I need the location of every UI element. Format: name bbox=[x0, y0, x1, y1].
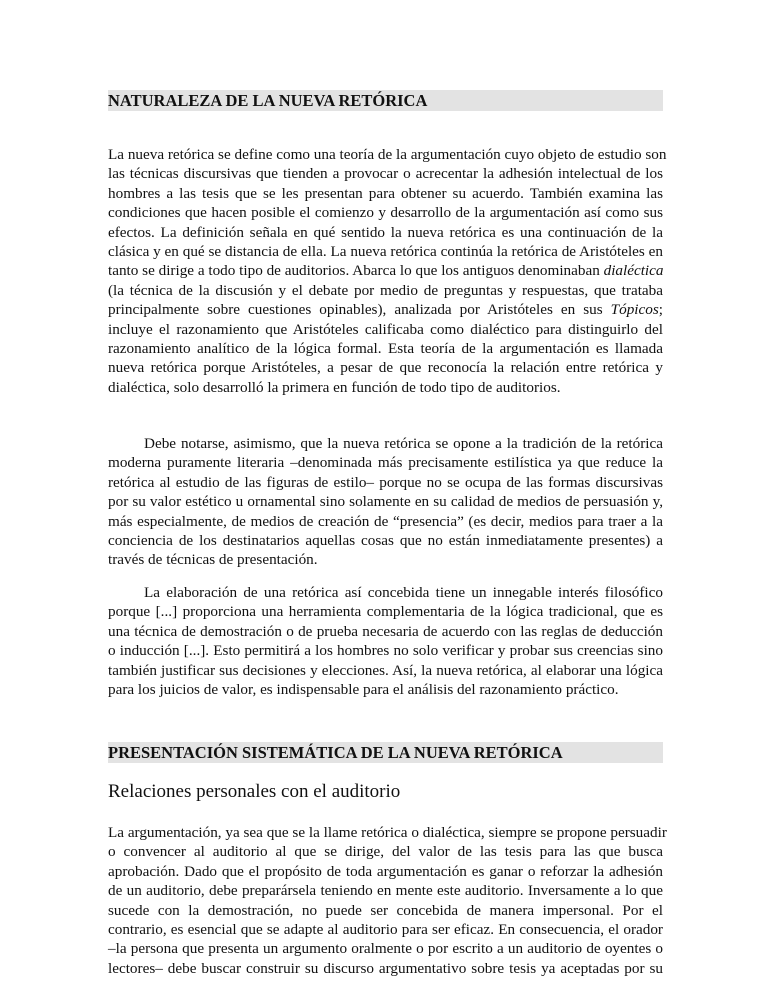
text-line bbox=[108, 223, 663, 242]
text-line bbox=[108, 203, 663, 222]
text-segment: clásica y en qué se distancia de ella. La nueva retórica continúa la retórica de Aristóteles en bbox=[108, 242, 663, 260]
text-segment: Debe notarse, asimismo, que la nueva retórica se opone a la tradición de la retórica bbox=[144, 435, 663, 452]
text-segment: –la persona que presenta un argumento oralmente o por escrito a un auditorio de oyentes o bbox=[108, 940, 663, 958]
text-line bbox=[108, 281, 663, 300]
text-segment: ; bbox=[658, 301, 663, 319]
text-line bbox=[108, 453, 663, 472]
text-segment: o convencer al auditorio al que se dirige, del valor de las tesis para las que busca bbox=[108, 843, 663, 861]
text-line bbox=[108, 512, 663, 531]
text-segment: lectores– debe buscar construir su discurso argumentativo sobre tesis ya aceptadas por su bbox=[108, 959, 663, 977]
text-line bbox=[108, 939, 663, 958]
text-segment: La nueva retórica se define como una teoría de la argumentación cuyo objeto de estudio son bbox=[108, 146, 667, 163]
text-line bbox=[108, 164, 663, 183]
text-segment: incluye el razonamiento que Aristóteles calificaba como dialéctico para distinguirlo del bbox=[108, 320, 663, 338]
text-line bbox=[108, 473, 663, 492]
text-segment: también justificar sus decisiones y elecciones. Así, la nueva retórica, al elaborar una lógica bbox=[108, 661, 663, 679]
text-segment: sucede con la demostración, no puede ser concebida de manera impersonal. Por el bbox=[108, 901, 663, 919]
text-line bbox=[108, 583, 663, 602]
text-segment: porque [...] proporciona una herramienta complementaria de la lógica tradicional, que es bbox=[108, 603, 663, 621]
text-line bbox=[108, 320, 663, 339]
text-segment: nueva retórica porque Aristóteles, a pesar de que reconocía la relación entre retórica y bbox=[108, 359, 663, 377]
text-segment: principalmente sobre cuestiones opinables), analizada por Aristóteles en sus bbox=[108, 301, 611, 319]
text-line bbox=[108, 145, 667, 164]
text-line bbox=[108, 680, 663, 699]
paragraph bbox=[108, 583, 663, 699]
text-segment: las técnicas discursivas que tienden a provocar o acrecentar la adhesión intelectual de los bbox=[108, 165, 663, 183]
text-line bbox=[108, 300, 663, 319]
text-line bbox=[108, 661, 663, 680]
text-segment: aprobación. Dado que el propósito de toda argumentación es ganar o reforzar la adhesión bbox=[108, 862, 663, 880]
text-segment: conciencia de los destinatarios aquellas cosas que no están inmediatamente presentes) a bbox=[108, 531, 663, 549]
text-segment: para los juicios de valor, es indispensable para el análisis del razonamiento práctico. bbox=[108, 680, 619, 698]
text-segment: tanto se dirige a todo tipo de auditorios. Abarca lo que los antiguos denominaban bbox=[108, 262, 604, 280]
paragraph bbox=[108, 823, 667, 978]
text-segment: través de técnicas de presentación. bbox=[108, 551, 318, 569]
text-segment: (la técnica de la discusión y el debate por medio de preguntas y respuestas, que trataba bbox=[108, 281, 663, 299]
text-line bbox=[108, 378, 663, 397]
subsection-heading: Relaciones personales con el auditorio bbox=[108, 781, 401, 802]
text-line bbox=[108, 823, 667, 842]
text-line bbox=[108, 434, 663, 453]
text-segment: de un auditorio, debe preparársela teniendo en mente este auditorio. Inversamente a lo que bbox=[108, 882, 663, 900]
text-segment: más especialmente, de medios de creación de “presencia” (es decir, medios para traer a la bbox=[108, 512, 663, 530]
text-line bbox=[108, 862, 663, 881]
text-line bbox=[108, 531, 663, 550]
text-line bbox=[108, 492, 663, 511]
text-line bbox=[108, 622, 663, 641]
text-segment: contrario, es esencial que se adapte al auditorio para ser eficaz. En consecuencia, el orador bbox=[108, 920, 663, 938]
paragraph bbox=[108, 434, 663, 570]
italic-text: dialéctica bbox=[603, 262, 664, 280]
text-line bbox=[108, 602, 663, 621]
text-line bbox=[108, 184, 663, 203]
text-segment: condiciones que hacen posible el comienzo y desarrollo de la argumentación así como sus bbox=[108, 204, 663, 222]
text-segment: razonamiento analítico de la lógica formal. Esta teoría de la argumentación es llamada bbox=[108, 339, 663, 357]
text-segment: moderna puramente literaria –denominada más precisamente estilística ya que reduce la bbox=[108, 454, 663, 472]
text-line bbox=[108, 242, 663, 261]
section-heading: NATURALEZA DE LA NUEVA RETÓRICA bbox=[108, 90, 663, 111]
text-line bbox=[108, 550, 663, 569]
text-segment: efectos. La definición señala en qué sentido la nueva retórica es una continuación de la bbox=[108, 223, 663, 241]
text-segment: una técnica de demostración o de prueba necesaria de acuerdo con las reglas de deducción bbox=[108, 622, 663, 640]
text-line bbox=[108, 339, 663, 358]
text-segment: dialéctica, solo desarrolló la primera en función de todo tipo de auditorios. bbox=[108, 378, 561, 396]
text-segment: La argumentación, ya sea que se la llame retórica o dialéctica, siempre se propone persuadir bbox=[108, 824, 667, 841]
text-line bbox=[108, 959, 663, 978]
text-segment: hombres a las tesis que se les presentan para obtener su acuerdo. También examina las bbox=[108, 184, 663, 202]
text-line bbox=[108, 842, 663, 861]
text-line bbox=[108, 920, 663, 939]
text-line bbox=[108, 881, 663, 900]
text-line bbox=[108, 901, 663, 920]
text-line bbox=[108, 261, 663, 280]
section-heading: PRESENTACIÓN SISTEMÁTICA DE LA NUEVA RETÓRICA bbox=[108, 742, 663, 763]
paragraph bbox=[108, 145, 667, 397]
text-line bbox=[108, 358, 663, 377]
text-line bbox=[108, 641, 663, 660]
text-segment: retórica al estudio de las figuras de estilo– porque no se ocupa de las formas discursivas bbox=[108, 473, 663, 491]
italic-text: Tópicos bbox=[610, 301, 659, 319]
text-segment: o inducción [...]. Esto permitirá a los hombres no solo verificar y probar sus creencias sino bbox=[108, 642, 663, 660]
text-segment: La elaboración de una retórica así concebida tiene un innegable interés filosófico bbox=[144, 584, 663, 601]
text-segment: por su valor estético u ornamental sino solamente en su calidad de medios de persuasión y, bbox=[108, 493, 663, 511]
